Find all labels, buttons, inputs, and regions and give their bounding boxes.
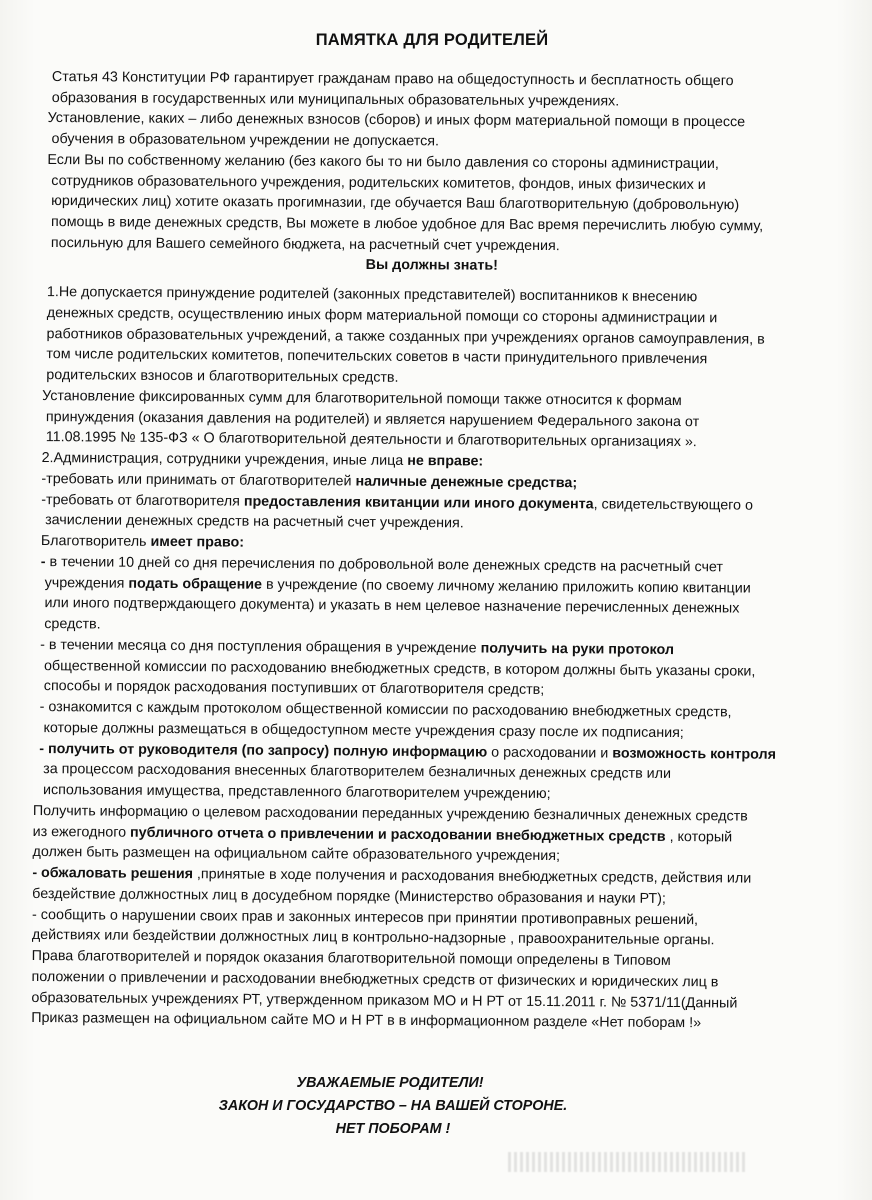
- intro-line: Установление, каких – либо денежных взносов (сборов) и иных форм материальной помощи в процессе: [47, 110, 746, 131]
- right-item-cont: или иного подтверждающего документа) и указать в нем целевое назначение перечисленных денежных: [44, 595, 740, 617]
- right-item-cont: учреждения подать обращение в учреждение (по своему личному желанию приложить копию квитанции: [44, 574, 751, 597]
- right-item: - в течении 10 дней со дня перечисления по добровольной воле денежных средств на расчетный счет: [40, 553, 724, 576]
- item1-line: работников образовательных учреждений, а также созданных при учреждениях органов самоуправления, в: [46, 325, 765, 348]
- know-heading: Вы должны знать!: [365, 257, 498, 275]
- report-line: Получить информацию о целевом расходовании переданных учреждению безналичных денежных средств: [32, 802, 748, 825]
- fixed-sums-line: Установление фиксированных сумм для благотворительной помощи также относится к формам: [42, 387, 682, 409]
- intro-section: [47, 67, 818, 279]
- item1-line: денежных средств, осуществлению иных форм материальной помощи со стороны администрации и: [46, 304, 718, 327]
- item2-heading: 2.Администрация, сотрудники учреждения, иные лица не вправе:: [41, 450, 484, 470]
- right-item-cont: за процессом расходования внесенных благотворителем безналичных денежных средств или: [43, 761, 672, 783]
- intro-line: помощь в виде денежных средств, Вы можете в любое удобное для Вас время перечислить любую сумму,: [51, 213, 764, 235]
- intro-line: обучения в образовательном учреждении не допускается.: [51, 131, 440, 150]
- item1-line: родительских взносов и благотворительных средств.: [46, 367, 399, 386]
- closing-line-no-fees: НЕТ ПОБОРАМ !: [335, 1121, 451, 1137]
- right-item: - в течении месяца со дня поступления обращения в учреждение получить на руки протокол: [40, 636, 675, 658]
- right-item-cont: общественной комиссии по расходованию внебюджетных средств, в котором должны быть указаны сроки,: [43, 657, 756, 680]
- right-item: - получить от руководителя (по запросу) полную информацию о расходовании и возможность контроля: [39, 740, 777, 763]
- right-item-cont: которые должны размещаться в общедоступном месте учреждения сразу после их подписания;: [43, 719, 684, 741]
- closing-line-parents: УВАЖАЕМЫЕ РОДИТЕЛИ!: [296, 1075, 484, 1091]
- right-item: - ознакомится с каждым протоколом общественной комиссии по расходованию внебюджетных средств,: [39, 699, 732, 721]
- forbid-item: -требовать или принимать от благотворителей наличные денежные средства;: [41, 470, 578, 491]
- right-item: - сообщить о нарушении своих прав и законных интересов при принятии противоправных решений,: [31, 906, 699, 928]
- intro-line: юридических лиц) хотите оказать прогимназии, где обучается Ваш благотворительную (добровольную): [51, 193, 740, 214]
- report-line: должен быть размещен на официальном сайте образовательного учреждения;: [32, 844, 561, 865]
- regulation-line: образовательных учреждениях РТ, утвержденном приказом МО и Н РТ от 15.11.2011 г. № 5371/11(Данный: [31, 989, 738, 1012]
- regulation-line: положении о привлечении и расходовании внебюджетных средств от физических и юридических лиц в: [31, 968, 719, 991]
- item1-line: том числе родительских комитетов, попечительских советов в части принудительного привлечения: [46, 346, 708, 368]
- right-item-cont: использования имущества, представленного благотворителем учреждению;: [42, 782, 551, 803]
- right-item-cont: действиях или бездействии должностных лиц в контрольно-надзорные , правоохранительные органы.: [31, 927, 715, 949]
- rights-heading: Благотворитель имеет право:: [40, 533, 245, 551]
- forbid-item: -требовать от благотворителя предоставления квитанции или иного документа, свидетельствующего о: [41, 491, 754, 514]
- regulation-line: Приказ размещен на официальном сайте МО и Н РТ в в информационном разделе «Нет поборам !»: [31, 1010, 702, 1032]
- right-item-cont: средств.: [44, 616, 101, 633]
- intro-line: сотрудников образовательного учреждения, родительских комитетов, фондов, иных физических и: [51, 172, 706, 193]
- fixed-sums-line: принуждения (оказания давления на родителей) и является нарушением Федерального закона от: [45, 408, 700, 430]
- report-line: из ежегодного публичного отчета о привлечении и расходовании внебюджетных средств , который: [32, 823, 733, 845]
- intro-line: Если Вы по собственному желанию (без какого бы то ни было давления со стороны администрации,: [47, 151, 719, 172]
- intro-line: образования в государственных или муниципальных образовательных учреждениях.: [51, 89, 620, 110]
- right-item-cont: бездействие должностных лиц в досудебном порядке (Министерство образования и науки РТ);: [32, 885, 667, 907]
- fixed-sums-line: 11.08.1995 № 135-ФЗ « О благотворительной деятельности и благотворительных организациях ».: [45, 429, 697, 451]
- right-item: - обжаловать решения ,принятые в ходе получения и расходования внебюджетных средств, действия или: [32, 864, 752, 887]
- faded-stamp-mark: [508, 1152, 748, 1172]
- intro-line: посильную для Вашего семейного бюджета, на расчетный счет учреждения.: [50, 234, 560, 254]
- intro-line: Статья 43 Конституции РФ гарантирует гражданам право на общедоступность и бесплатность общего: [51, 69, 734, 90]
- document-title: ПАМЯТКА ДЛЯ РОДИТЕЛЕЙ: [315, 31, 549, 49]
- forbid-item-cont: зачислении денежных средств на расчетный счет учреждения.: [45, 512, 464, 532]
- closing-line-law: ЗАКОН И ГОСУДАРСТВО – НА ВАШЕЙ СТОРОНЕ.: [218, 1098, 568, 1114]
- right-item-cont: способы и порядок расходования поступивших от благотворителя средств;: [43, 678, 545, 699]
- regulation-line: Права благотворителей и порядок оказания благотворительной помощи определены в Типовом: [31, 947, 671, 969]
- item1-line: 1.Не допускается принуждение родителей (законных представителей) воспитанников к внесению: [46, 284, 698, 306]
- main-body: [31, 282, 827, 1035]
